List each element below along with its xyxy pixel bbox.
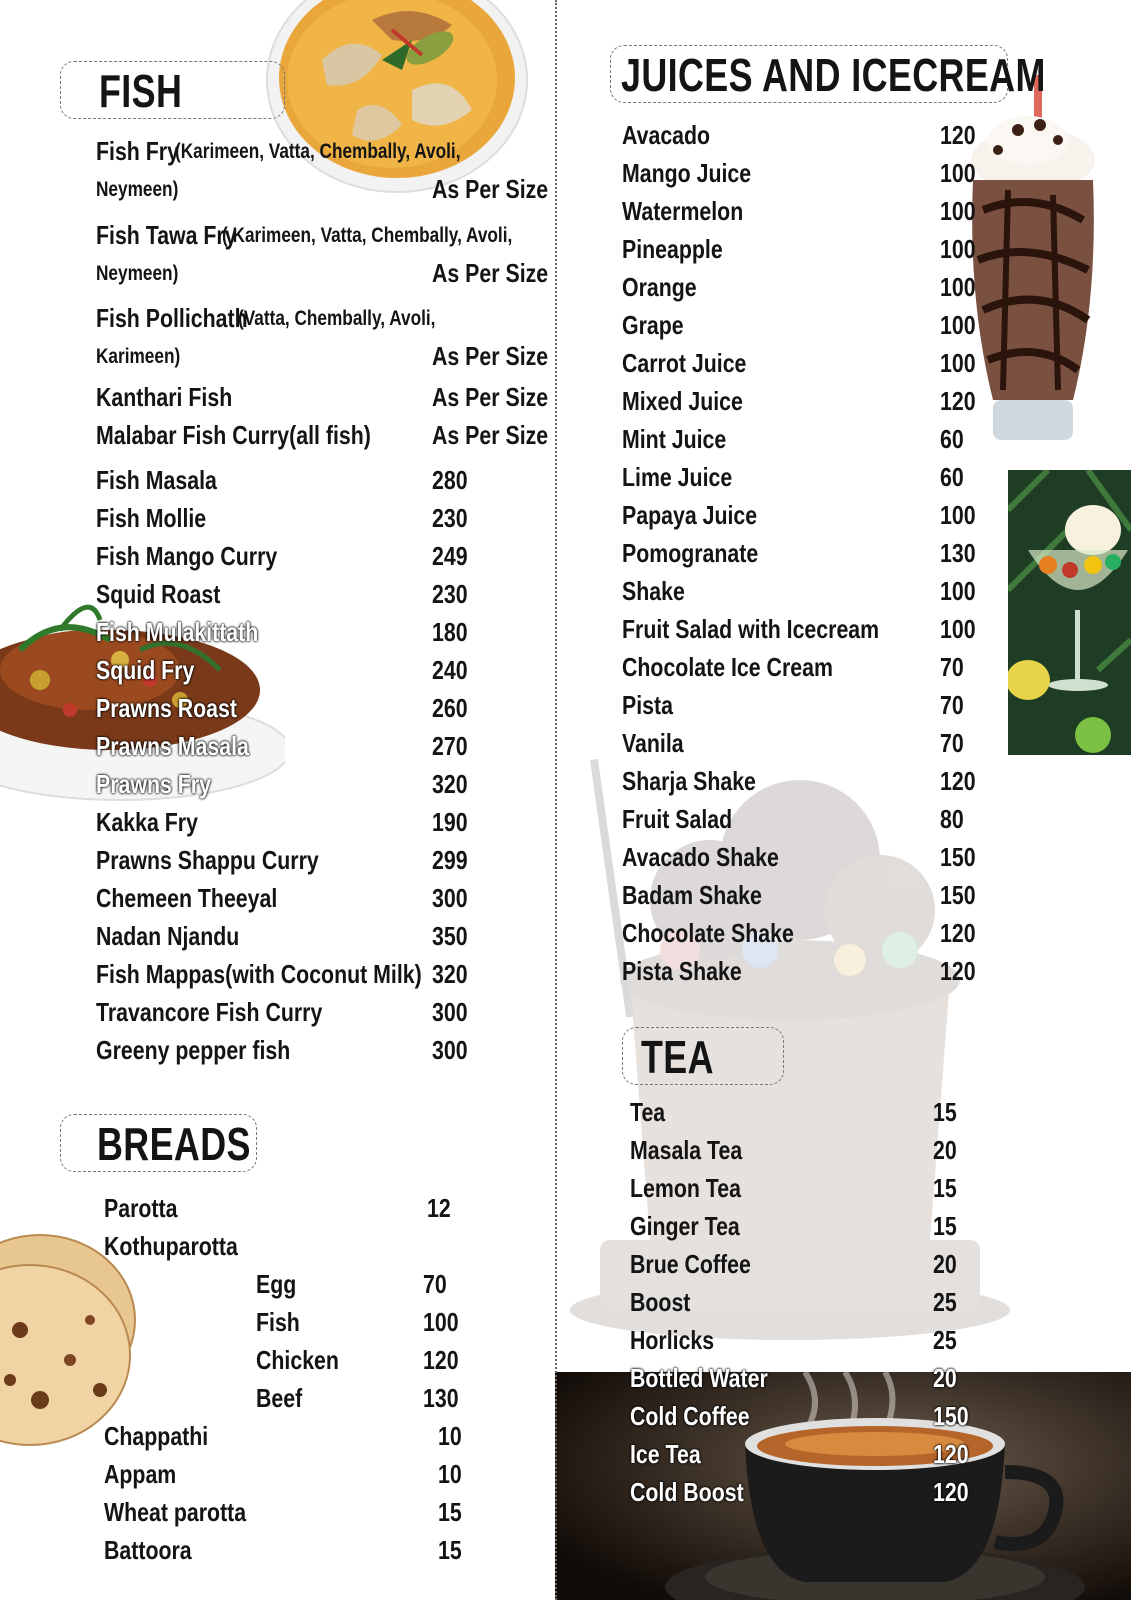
item-name: Chocolate Ice Cream [622, 652, 833, 682]
item-price: 249 [432, 541, 468, 571]
item-price: 320 [432, 959, 468, 989]
item-name: Travancore Fish Curry [96, 997, 323, 1027]
item-name: Chocolate Shake [622, 918, 794, 948]
item-price: 10 [438, 1459, 462, 1489]
item-name: Ice Tea [630, 1439, 701, 1469]
item-name: Prawns Fry [96, 769, 211, 799]
item-name: Masala Tea [630, 1135, 743, 1165]
item-price: 70 [423, 1269, 447, 1299]
item-name: Pineapple [622, 234, 723, 264]
juices-heading-box [610, 45, 1046, 103]
item-price: 15 [933, 1173, 957, 1203]
breads-heading-box [60, 1114, 257, 1172]
item-name: Horlicks [630, 1325, 715, 1355]
item-name: Fish Mollie [96, 503, 207, 533]
item-name: Grape [622, 310, 684, 340]
item-price: 120 [423, 1345, 459, 1375]
item-price: As Per Size [432, 258, 549, 288]
item-price: 120 [933, 1477, 969, 1507]
item-name: Mango Juice [622, 158, 752, 188]
item-price: 150 [940, 880, 976, 910]
item-price: 120 [940, 918, 976, 948]
item-name: Squid Fry [96, 655, 195, 685]
item-name: Greeny pepper fish [96, 1035, 291, 1065]
item-price: 180 [432, 617, 468, 647]
item-name: Bottled Water [630, 1363, 768, 1393]
item-price: 70 [940, 690, 964, 720]
item-name: Ginger Tea [630, 1211, 740, 1241]
item-name: Papaya Juice [622, 500, 758, 530]
item-name: Orange [622, 272, 697, 302]
item-name: Vanila [622, 728, 684, 758]
item-note-line2: Neymeen) [96, 178, 179, 201]
item-price: 120 [933, 1439, 969, 1469]
item-price: 60 [940, 462, 964, 492]
item-price: 25 [933, 1325, 957, 1355]
fruit-salad-icecream-image [1008, 470, 1131, 755]
item-name: Chappathi [104, 1421, 209, 1451]
item-price: 10 [438, 1421, 462, 1451]
item-name: Badam Shake [622, 880, 762, 910]
item-name: Battoora [104, 1535, 192, 1565]
item-name: Appam [104, 1459, 177, 1489]
fish-curry-bowl-image [262, 0, 532, 195]
item-price: 120 [940, 120, 976, 150]
item-price: 100 [940, 196, 976, 226]
item-price: 100 [940, 500, 976, 530]
tea-heading-box [622, 1027, 784, 1085]
item-price: 230 [432, 503, 468, 533]
item-name: Fish Tawa Fry [96, 220, 237, 250]
fish-heading: FISH [99, 65, 183, 117]
item-price: 20 [933, 1363, 957, 1393]
item-name: Kakka Fry [96, 807, 198, 837]
item-name: Prawns Roast [96, 693, 238, 723]
item-name: Nadan Njandu [96, 921, 240, 951]
item-name: Sharja Shake [622, 766, 756, 796]
item-price: 15 [933, 1097, 957, 1127]
item-name: Lemon Tea [630, 1173, 741, 1203]
item-name: Pomogranate [622, 538, 759, 568]
item-name: Shake [622, 576, 685, 606]
item-name: Fish Masala [96, 465, 217, 495]
item-price: 60 [940, 424, 964, 454]
item-note: (Vatta, Chembally, Avoli, [238, 307, 436, 330]
item-price: 260 [432, 693, 468, 723]
item-price: 320 [432, 769, 468, 799]
breads-heading: BREADS [97, 1118, 251, 1170]
item-price: 230 [432, 579, 468, 609]
item-price: 100 [940, 576, 976, 606]
item-price: 130 [423, 1383, 459, 1413]
item-name: Carrot Juice [622, 348, 747, 378]
item-price: 15 [933, 1211, 957, 1241]
item-price: 120 [940, 386, 976, 416]
item-price: 12 [427, 1193, 451, 1223]
item-name: Kothuparotta [104, 1231, 238, 1261]
item-name: Egg [256, 1269, 297, 1299]
item-name: Fish Pollichath [96, 303, 248, 333]
item-name: Watermelon [622, 196, 744, 226]
item-name: Pista [622, 690, 673, 720]
juices-heading: JUICES AND ICECREAM [621, 49, 1046, 101]
item-name: Fruit Salad [622, 804, 733, 834]
item-price: As Per Size [432, 382, 549, 412]
item-name: Pista Shake [622, 956, 742, 986]
item-price: 70 [940, 728, 964, 758]
item-price: 120 [940, 766, 976, 796]
item-name: Fish Mulakittath [96, 617, 259, 647]
item-price: 100 [940, 348, 976, 378]
item-price: 240 [432, 655, 468, 685]
item-name: Fruit Salad with Icecream [622, 614, 880, 644]
item-price: 130 [940, 538, 976, 568]
item-name: Boost [630, 1287, 691, 1317]
item-note: ( Karimeen, Vatta, Chembally, Avoli, [222, 224, 513, 247]
item-name: Brue Coffee [630, 1249, 751, 1279]
item-price: As Per Size [432, 420, 549, 450]
item-price: 70 [940, 652, 964, 682]
item-price: 20 [933, 1135, 957, 1165]
item-price: As Per Size [432, 341, 549, 371]
item-price: As Per Size [432, 174, 549, 204]
item-name: Avacado Shake [622, 842, 779, 872]
item-price: 300 [432, 1035, 468, 1065]
item-price: 15 [438, 1535, 462, 1565]
fish-heading-box [60, 61, 285, 119]
item-name: Chemeen Theeyal [96, 883, 278, 913]
item-price: 300 [432, 883, 468, 913]
item-price: 100 [423, 1307, 459, 1337]
item-price: 120 [940, 956, 976, 986]
item-price: 270 [432, 731, 468, 761]
item-name: Kanthari Fish [96, 382, 233, 412]
item-price: 280 [432, 465, 468, 495]
item-price: 20 [933, 1249, 957, 1279]
chocolate-milkshake-image [958, 70, 1108, 455]
item-price: 80 [940, 804, 964, 834]
item-name: Lime Juice [622, 462, 733, 492]
item-price: 100 [940, 272, 976, 302]
tea-heading: TEA [641, 1031, 714, 1083]
item-price: 100 [940, 310, 976, 340]
item-name: Malabar Fish Curry(all fish) [96, 420, 371, 450]
item-name: Avacado [622, 120, 711, 150]
item-name: Tea [630, 1097, 666, 1127]
item-name: Prawns Shappu Curry [96, 845, 319, 875]
item-price: 100 [940, 234, 976, 264]
item-price: 190 [432, 807, 468, 837]
item-name: Squid Roast [96, 579, 221, 609]
column-divider [555, 0, 557, 1600]
item-name: Beef [256, 1383, 303, 1413]
item-note-line2: Karimeen) [96, 345, 181, 368]
item-price: 299 [432, 845, 468, 875]
item-note-line2: Neymeen) [96, 262, 179, 285]
item-name: Cold Coffee [630, 1401, 750, 1431]
item-name: Fish Fry [96, 136, 179, 166]
parotta-stack-image [0, 1230, 140, 1450]
item-price: 150 [940, 842, 976, 872]
item-name: Fish Mappas(with Coconut Milk) [96, 959, 422, 989]
item-name: Mixed Juice [622, 386, 743, 416]
item-name: Wheat parotta [104, 1497, 247, 1527]
item-name: Cold Boost [630, 1477, 744, 1507]
item-price: 25 [933, 1287, 957, 1317]
item-price: 15 [438, 1497, 462, 1527]
item-price: 150 [933, 1401, 969, 1431]
item-name: Fish Mango Curry [96, 541, 278, 571]
item-price: 350 [432, 921, 468, 951]
item-price: 300 [432, 997, 468, 1027]
item-name: Prawns Masala [96, 731, 249, 761]
item-name: Parotta [104, 1193, 178, 1223]
item-name: Fish [256, 1307, 300, 1337]
item-price: 100 [940, 158, 976, 188]
item-name: Chicken [256, 1345, 339, 1375]
item-name: Mint Juice [622, 424, 727, 454]
item-note: (Karimeen, Vatta, Chembally, Avoli, [175, 140, 461, 163]
item-price: 100 [940, 614, 976, 644]
